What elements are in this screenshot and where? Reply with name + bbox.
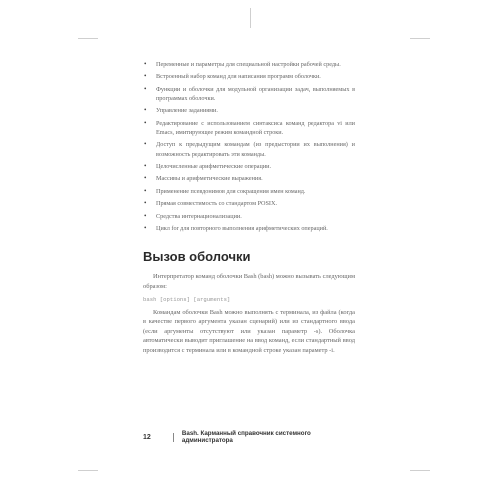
bullet-icon: • [144, 161, 147, 170]
list-item [143, 162, 355, 171]
list-item [143, 212, 355, 221]
crop-mark-top-vertical [250, 8, 251, 28]
bullet-icon: • [144, 211, 147, 220]
list-item [143, 60, 355, 69]
list-item [143, 224, 355, 233]
running-title: Bash. Карманный справочник системного администратора [181, 430, 311, 444]
bullet-icon: • [144, 106, 147, 115]
list-item-text: Редактирование с использованием синтаксиса команд редактора vi или Emacs, имитирующее режим командной строки. [156, 119, 355, 136]
bullet-icon: • [144, 174, 147, 183]
page-number: 12 [143, 433, 151, 441]
list-item [143, 140, 355, 158]
list-item [143, 72, 355, 81]
footer-separator [173, 433, 174, 442]
list-item-text: Прямая совместимость со стандартом POSIX. [156, 200, 278, 208]
bullet-icon: • [144, 223, 147, 232]
crop-mark-top-right [410, 38, 430, 39]
list-item-text: Применение псевдонимов для сокращения имен команд. [156, 187, 306, 195]
list-item [143, 199, 355, 208]
bullet-icon: • [144, 60, 147, 68]
bullet-icon: • [144, 140, 147, 149]
bullet-icon: • [144, 199, 147, 208]
crop-mark-bottom-right [410, 470, 430, 471]
list-item-text: Функции и оболочки для модульной организации задач, выполняемых в программах оболочки. [156, 85, 355, 102]
section-heading: Вызов оболочки [143, 249, 251, 265]
bullet-icon: • [144, 84, 147, 93]
list-item-text: Встроенный набор команд для написания программ оболочки. [156, 73, 321, 81]
list-item-text: Цикл for для повторного выполнения арифметических операций. [156, 224, 328, 232]
bullet-icon: • [144, 118, 147, 127]
list-item [143, 174, 355, 183]
list-item [143, 119, 355, 137]
feature-list [143, 60, 355, 233]
bullet-icon: • [144, 186, 147, 195]
list-item-text: Доступ к предыдущим командам (из предыстории их выполнения) и возможность редактировать эти команды. [156, 141, 355, 158]
list-item-text: Массивы и арифметические выражения. [156, 175, 263, 183]
crop-mark-bottom-left [78, 470, 98, 471]
page-text-block [143, 60, 355, 359]
page-footer [143, 430, 363, 444]
list-item [143, 187, 355, 196]
invocation-syntax: bash [options] [arguments] [143, 295, 231, 303]
list-item-text: Целочисленные арифметические операции. [156, 162, 271, 170]
list-item [143, 85, 355, 103]
list-item-text: Переменные и параметры для специальной настройки рабочей среды. [156, 61, 341, 68]
bullet-icon: • [144, 72, 147, 81]
list-item [143, 106, 355, 115]
list-item-text: Средства интернационализации. [156, 212, 242, 220]
body-paragraph: Командам оболочки Bash можно выполнять с терминала, из файла (когда в качестве первого аргумента указан сценарий) или из стандартного ввода (если аргументы отсутствуют или указан параметр -s). Оболочка автоматически выводит приглашение на ввод команд, если стандартный ввод производится с терминала или в командной строке указан параметр -i. [143, 308, 355, 354]
intro-paragraph: Интерпретатор команд оболочки Bash (bash) можно вызывать следующим образом: [143, 273, 355, 290]
crop-mark-top-left [78, 38, 98, 39]
list-item-text: Управление заданиями. [156, 107, 218, 115]
